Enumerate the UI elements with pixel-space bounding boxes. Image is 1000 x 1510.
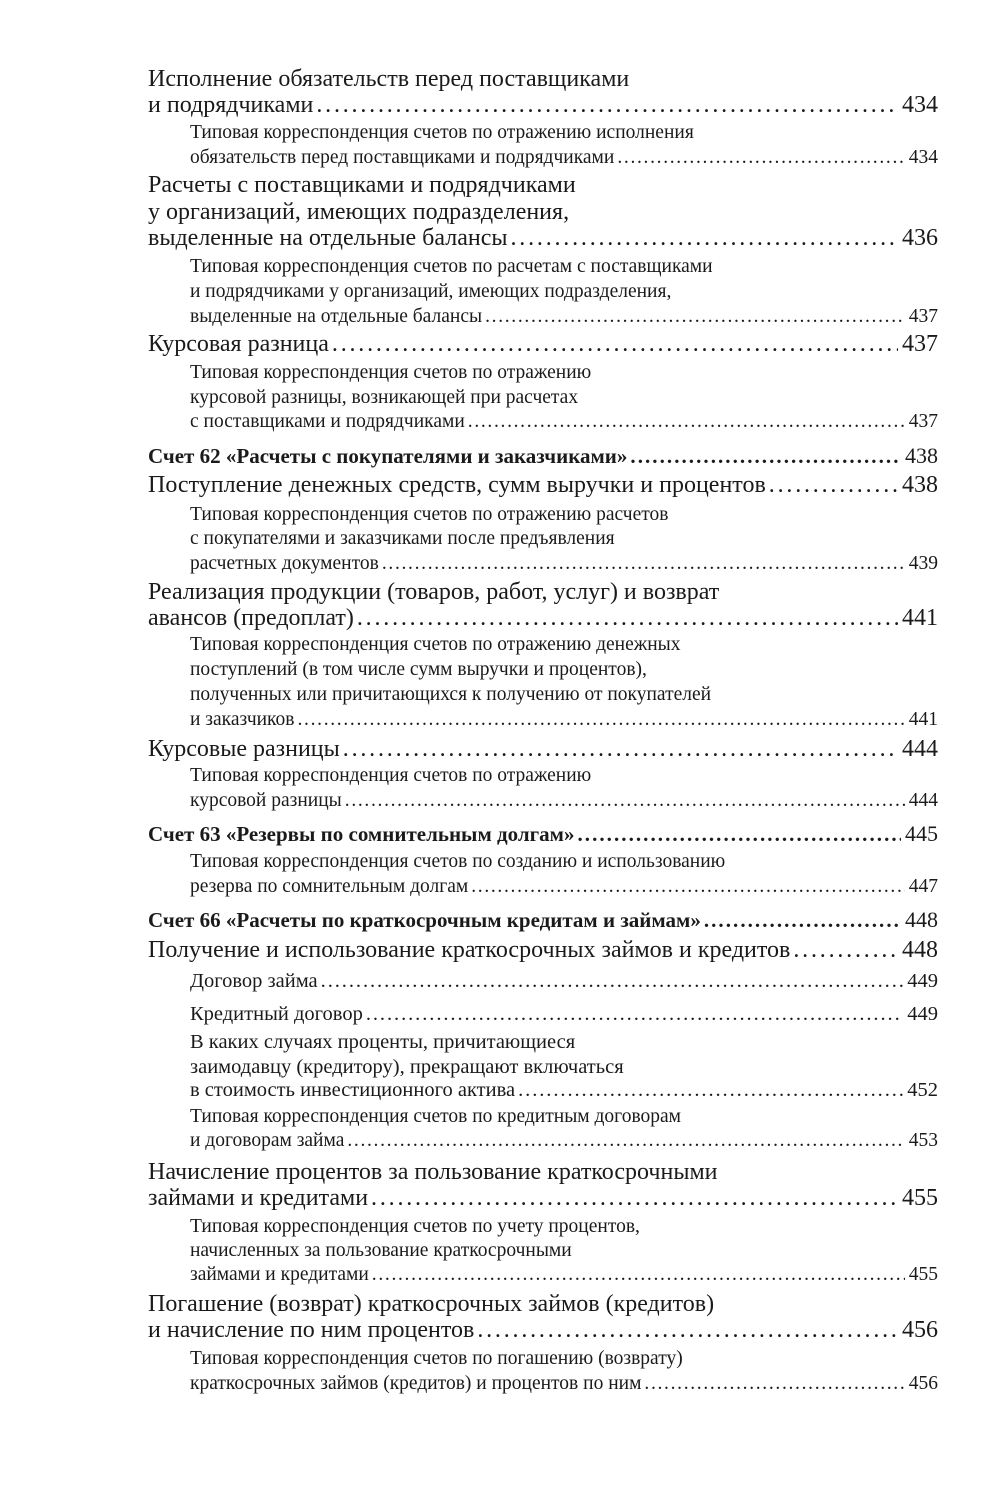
- entry-line-with-page: [190, 553, 938, 575]
- page-number: 434: [908, 147, 938, 168]
- entry-line: Кредитный договор: [190, 1003, 363, 1025]
- page-number: 436: [902, 225, 938, 251]
- dot-leader: [630, 444, 901, 469]
- entry-line-with-page: [190, 411, 938, 433]
- dot-leader: [345, 790, 905, 812]
- entry-line: с покупателями и заказчиками после предъявления: [190, 528, 615, 549]
- entry-line-with-page: [148, 443, 938, 469]
- entry-line-with-page: [148, 472, 938, 499]
- entry-line: выделенные на отдельные балансы: [148, 225, 508, 251]
- entry-line: Курсовая разница: [148, 331, 329, 357]
- page-number: 434: [902, 92, 938, 118]
- page-number: 455: [902, 1185, 938, 1211]
- page-number: 452: [907, 1079, 938, 1101]
- entry-line-with-page: [190, 1003, 938, 1026]
- entry-line-with-page: [190, 970, 938, 993]
- dot-leader: [704, 908, 901, 933]
- page-number: 448: [905, 907, 938, 932]
- page-number: 456: [908, 1373, 938, 1394]
- entry-line: заимодавцу (кредитору), прекращают включаться: [190, 1056, 624, 1078]
- entry-line: в стоимость инвестиционного актива: [190, 1079, 516, 1101]
- dot-leader: [357, 605, 898, 632]
- entry-line: В каких случаях проценты, причитающиеся: [190, 1031, 576, 1053]
- page-number: 437: [908, 306, 938, 327]
- entry-line: с поставщиками и подрядчиками: [190, 411, 465, 432]
- dot-leader: [644, 1373, 904, 1395]
- entry-line: у организаций, имеющих подразделения,: [148, 199, 570, 225]
- entry-line: Типовая корреспонденция счетов по отражению расчетов: [190, 504, 669, 525]
- entry-line-with-page: [190, 1373, 938, 1395]
- entry-line-with-page: [148, 225, 938, 252]
- entry-line: курсовой разницы, возникающей при расчетах: [190, 387, 579, 408]
- dot-leader: [485, 306, 905, 328]
- entry-line-with-page: [148, 605, 938, 632]
- dot-leader: [316, 92, 898, 119]
- page-number: 439: [908, 553, 938, 574]
- entry-line: Счет 66 «Расчеты по краткосрочным кредитам и займам»: [148, 908, 701, 932]
- dot-leader: [321, 970, 904, 993]
- entry-line-with-page: [190, 1264, 938, 1286]
- entry-line-with-page: [148, 331, 938, 358]
- entry-line: Погашение (возврат) краткосрочных займов (кредитов): [148, 1291, 715, 1317]
- dot-leader: [347, 1130, 904, 1152]
- page-number: 447: [908, 876, 938, 897]
- dot-leader: [793, 937, 898, 964]
- dot-leader: [332, 331, 898, 358]
- entry-line-with-page: [190, 790, 938, 812]
- page-number: 455: [908, 1264, 938, 1285]
- dot-leader: [577, 822, 901, 847]
- entry-line: выделенные на отдельные балансы: [190, 306, 483, 327]
- entry-line: краткосрочных займов (кредитов) и процентов по ним: [190, 1373, 642, 1394]
- page-number: 438: [902, 472, 938, 498]
- entry-line: Получение и использование краткосрочных займов и кредитов: [148, 937, 791, 963]
- entry-line-with-page: [190, 1079, 938, 1102]
- page-number: 449: [907, 1003, 938, 1025]
- entry-line: и подрядчиками у организаций, имеющих подразделения,: [190, 281, 672, 302]
- entry-line-with-page: [148, 937, 938, 964]
- dot-leader: [468, 411, 905, 433]
- entry-line: Курсовые разницы: [148, 736, 340, 762]
- dot-leader: [343, 736, 898, 763]
- entry-line: Счет 63 «Резервы по сомнительным долгам»: [148, 822, 575, 846]
- entry-line-with-page: [190, 306, 938, 328]
- page-number: 444: [902, 736, 938, 762]
- page-number: 438: [905, 443, 938, 468]
- page-number: 441: [902, 605, 938, 631]
- dot-leader: [382, 553, 905, 575]
- entry-line-with-page: [148, 907, 938, 933]
- entry-line: займами и кредитами: [148, 1185, 369, 1211]
- entry-line: начисленных за пользование краткосрочными: [190, 1240, 572, 1261]
- entry-line-with-page: [148, 1317, 938, 1344]
- entry-line: расчетных документов: [190, 553, 379, 574]
- page-number: 453: [908, 1130, 938, 1151]
- entry-line-with-page: [190, 1130, 938, 1152]
- dot-leader: [298, 709, 905, 731]
- entry-line: Договор займа: [190, 970, 318, 992]
- entry-line: Реализация продукции (товаров, работ, услуг) и возврат: [148, 579, 720, 605]
- page-number: 441: [908, 709, 938, 730]
- entry-line: Типовая корреспонденция счетов по отражению: [190, 362, 592, 383]
- dot-leader: [371, 1185, 898, 1212]
- dot-leader: [518, 1079, 903, 1102]
- page-number: 445: [905, 821, 938, 846]
- page-number: 437: [902, 331, 938, 357]
- dot-leader: [366, 1003, 903, 1026]
- entry-line: Типовая корреспонденция счетов по отражению: [190, 765, 592, 786]
- dot-leader: [471, 876, 905, 898]
- entry-line: и начисление по ним процентов: [148, 1317, 475, 1343]
- entry-line: Начисление процентов за пользование краткосрочными: [148, 1159, 718, 1185]
- entry-line: займами и кредитами: [190, 1264, 369, 1285]
- entry-line-with-page: [190, 147, 938, 169]
- entry-line: курсовой разницы: [190, 790, 342, 811]
- dot-leader: [769, 472, 898, 499]
- dot-leader: [477, 1317, 898, 1344]
- dot-leader: [617, 147, 904, 169]
- entry-line: Исполнение обязательств перед поставщиками: [148, 66, 630, 92]
- entry-line: и договорам займа: [190, 1130, 345, 1151]
- entry-line-with-page: [148, 736, 938, 763]
- page-number: 449: [907, 970, 938, 992]
- entry-line-with-page: [148, 92, 938, 119]
- page-number: 444: [908, 790, 938, 811]
- entry-line: и заказчиков: [190, 709, 295, 730]
- entry-line-with-page: [190, 876, 938, 898]
- entry-line: Типовая корреспонденция счетов по учету процентов,: [190, 1216, 640, 1237]
- entry-line-with-page: [148, 1185, 938, 1212]
- entry-line: Типовая корреспонденция счетов по погашению (возврату): [190, 1348, 683, 1369]
- page-number: 437: [908, 411, 938, 432]
- dot-leader: [511, 225, 899, 252]
- entry-line-with-page: [190, 709, 938, 731]
- entry-line: полученных или причитающихся к получению от покупателей: [190, 684, 712, 705]
- page-number: 448: [902, 937, 938, 963]
- entry-line: Расчеты с поставщиками и подрядчиками: [148, 172, 576, 198]
- entry-line: Типовая корреспонденция счетов по отражению денежных: [190, 634, 681, 655]
- entry-line: обязательств перед поставщиками и подрядчиками: [190, 147, 615, 168]
- page-number: 456: [902, 1317, 938, 1343]
- entry-line: Счет 62 «Расчеты с покупателями и заказчиками»: [148, 444, 628, 468]
- entry-line: Типовая корреспонденция счетов по отражению исполнения: [190, 122, 694, 143]
- entry-line: Типовая корреспонденция счетов по созданию и использованию: [190, 851, 726, 872]
- entry-line: поступлений (в том числе сумм выручки и процентов),: [190, 659, 647, 680]
- entry-line: Типовая корреспонденция счетов по расчетам с поставщиками: [190, 256, 713, 277]
- dot-leader: [372, 1264, 905, 1286]
- entry-line-with-page: [148, 821, 938, 847]
- entry-line: авансов (предоплат): [148, 605, 354, 631]
- entry-line: и подрядчиками: [148, 92, 314, 118]
- entry-line: резерва по сомнительным долгам: [190, 876, 469, 897]
- entry-line: Типовая корреспонденция счетов по кредитным договорам: [190, 1106, 682, 1127]
- entry-line: Поступление денежных средств, сумм выручки и процентов: [148, 472, 766, 498]
